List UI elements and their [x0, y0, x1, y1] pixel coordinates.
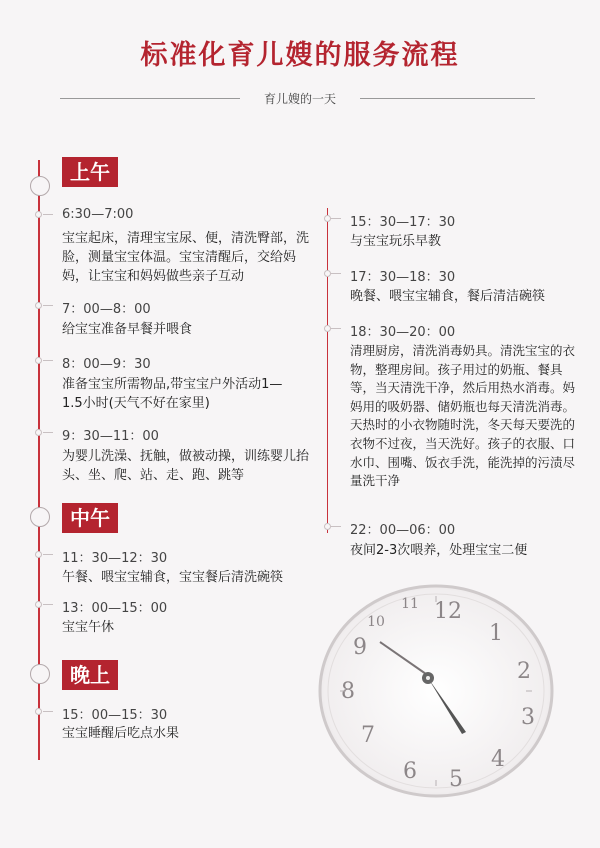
timeline-dot — [35, 601, 42, 608]
task-description: 宝宝午休 — [62, 620, 115, 635]
svg-text:4: 4 — [491, 747, 505, 772]
svg-text:9: 9 — [353, 635, 367, 660]
time-label: 18：30—20：00 — [350, 325, 456, 340]
task-description: 宝宝睡醒后吃点水果 — [62, 726, 180, 741]
time-label: 13：00—15：00 — [62, 601, 168, 616]
task-description: 准备宝宝所需物品,带宝宝户外活动1—1.5小时(天气不好在家里) — [62, 377, 283, 411]
timeline-connector — [43, 214, 53, 215]
time-label: 7：00—8：00 — [62, 302, 151, 317]
timeline-connector — [43, 711, 53, 712]
timeline-connector — [43, 360, 53, 361]
task-description: 午餐、喂宝宝辅食，宝宝餐后清洗碗筷 — [62, 570, 284, 585]
section-evening-marker — [30, 664, 50, 684]
task-description: 宝宝起床，清理宝宝尿、便，清洗臀部，洗脸，测量宝宝体温。宝宝清醒后，交给妈妈，让宝宝和妈妈做些亲子互动 — [62, 231, 310, 284]
page-subtitle: 育儿嫂的一天 — [263, 92, 336, 106]
page-title: 标准化育儿嫂的服务流程 — [140, 40, 460, 71]
task-description: 清理厨房，清洗消毒奶具。清洗宝宝的衣物，整理房间。孩子用过的奶瓶、餐具等，当天清洗干净，然后用热水消毒。妈妈用的吸奶器、储奶瓶也每天清洗消毒。天热时的小衣物随时洗，冬天每天要洗的衣物不过夜，当天洗好。孩子的衣服、口水巾、围嘴、饭衣手洗，能洗掉的污渍尽量洗干净 — [350, 343, 576, 489]
time-label: 17：30—18：30 — [350, 270, 456, 285]
timeline-connector — [331, 526, 341, 527]
task-description: 为婴儿洗澡、抚触，做被动操，训练婴儿抬头、坐、爬、站、走、跑、跳等 — [62, 449, 310, 483]
timeline-dot — [324, 215, 331, 222]
section-morning-label: 上午 — [62, 157, 118, 187]
timeline-dot — [35, 708, 42, 715]
timeline-dot — [324, 270, 331, 277]
section-noon-label: 中午 — [62, 503, 118, 533]
svg-text:6: 6 — [403, 759, 417, 784]
timeline-connector — [331, 273, 341, 274]
timeline-dot — [35, 357, 42, 364]
svg-text:5: 5 — [449, 767, 463, 792]
svg-text:2: 2 — [517, 659, 531, 684]
timeline-connector — [43, 604, 53, 605]
time-label: 6:30—7:00 — [62, 207, 134, 222]
time-label: 15：00—15：30 — [62, 708, 168, 723]
svg-text:7: 7 — [361, 723, 375, 748]
timeline-connector — [43, 554, 53, 555]
task-description: 晚餐、喂宝宝辅食，餐后清洁碗筷 — [350, 289, 546, 304]
time-label: 8：00—9：30 — [62, 357, 151, 372]
svg-text:10: 10 — [367, 614, 385, 630]
timeline-dot — [324, 523, 331, 530]
timeline-connector — [43, 305, 53, 306]
svg-text:8: 8 — [341, 679, 355, 704]
time-label: 11：30—12：30 — [62, 551, 168, 566]
task-description: 夜间2-3次喂养，处理宝宝二便 — [350, 543, 528, 558]
svg-text:1: 1 — [489, 621, 503, 646]
time-label: 15：30—17：30 — [350, 215, 456, 230]
section-evening-label: 晚上 — [62, 660, 118, 690]
svg-text:3: 3 — [521, 705, 535, 730]
section-noon-marker — [30, 507, 50, 527]
timeline-connector — [43, 432, 53, 433]
timeline-dot — [35, 429, 42, 436]
time-label: 22：00—06：00 — [350, 523, 456, 538]
timeline-dot — [35, 302, 42, 309]
timeline-dot — [35, 551, 42, 558]
section-morning-marker — [30, 176, 50, 196]
timeline-connector — [331, 218, 341, 219]
timeline-dot — [324, 325, 331, 332]
task-description: 与宝宝玩乐早教 — [350, 234, 442, 249]
right-timeline-line — [327, 208, 328, 533]
timeline-dot — [35, 211, 42, 218]
timeline-connector — [331, 328, 341, 329]
time-label: 9：30—11：00 — [62, 429, 159, 444]
clock-illustration — [318, 582, 558, 800]
task-description: 给宝宝准备早餐并喂食 — [62, 322, 193, 337]
svg-text:12: 12 — [434, 599, 462, 624]
svg-text:11: 11 — [401, 596, 419, 612]
